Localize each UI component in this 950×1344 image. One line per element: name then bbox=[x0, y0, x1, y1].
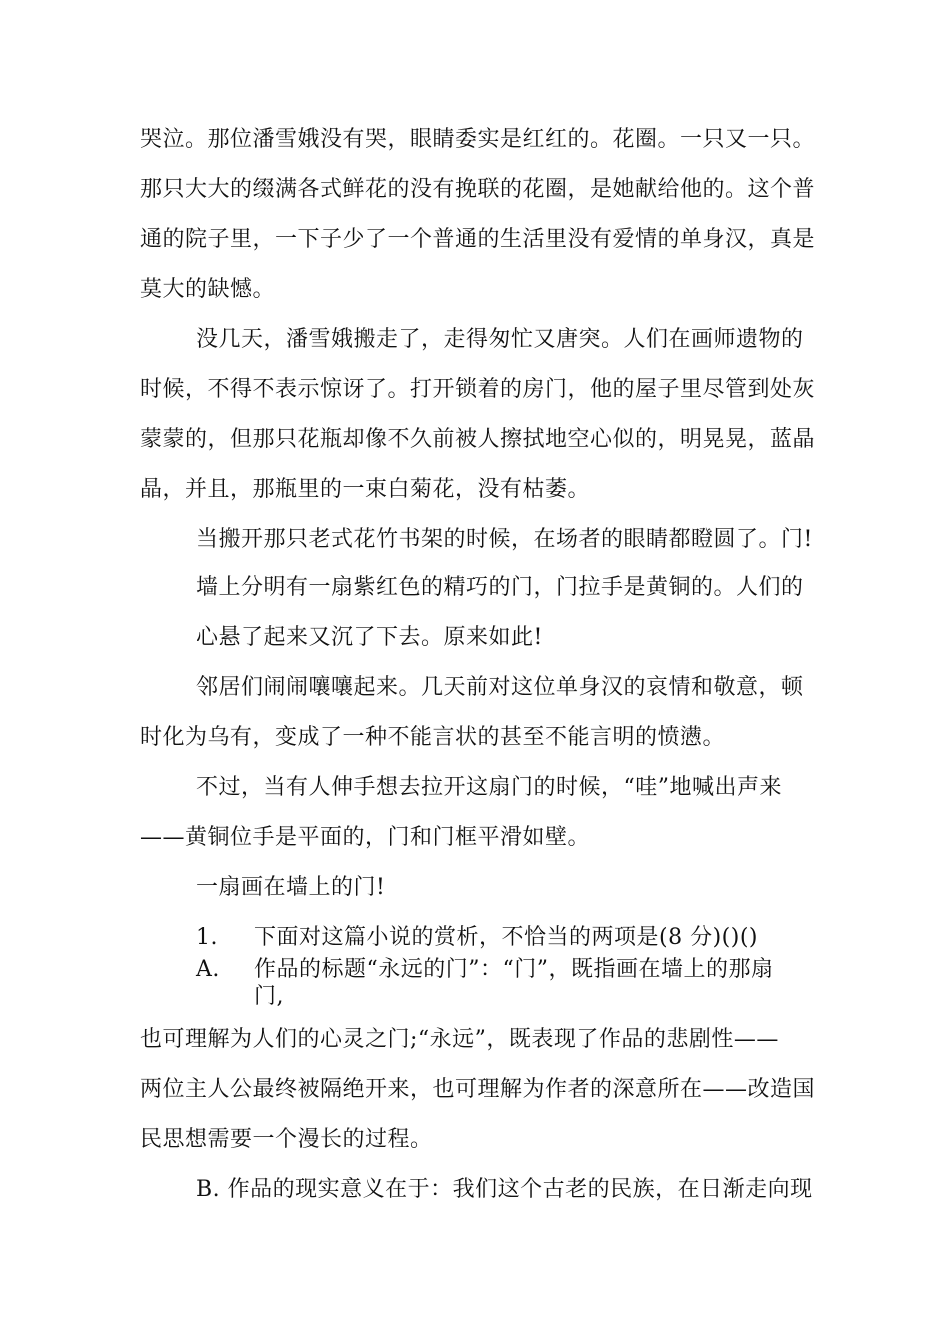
text-line: 墙上分明有一扇紫红色的精巧的门，门拉手是黄铜的。人们的 bbox=[196, 575, 804, 600]
question-line bbox=[196, 923, 758, 953]
text-line: 不过，当有人伸手想去拉开这扇门的时候，“哇”地喊出声来 bbox=[196, 775, 782, 800]
text-line: 时化为乌有，变成了一种不能言状的甚至不能言明的愤懑。 bbox=[140, 725, 726, 750]
option-b-line: B. 作品的现实意义在于：我们这个古老的民族，在日渐走向现 bbox=[196, 1177, 813, 1202]
text-line: 当搬开那只老式花竹书架的时候，在场者的眼睛都瞪圆了。门! bbox=[196, 527, 813, 552]
text-line: 通的院子里，一下子少了一个普通的生活里没有爱情的单身汉，真是 bbox=[140, 227, 816, 252]
text-line: 莫大的缺憾。 bbox=[140, 277, 276, 302]
text-line: 哭泣。那位潘雪娥没有哭，眼睛委实是红红的。花圈。一只又一只。 bbox=[140, 127, 816, 152]
question-text: 下面对这篇小说的赏析，不恰当的两项是(8 分)()() bbox=[254, 925, 758, 950]
option-a-wrap: 门, bbox=[254, 984, 284, 1009]
text-line: 那只大大的缀满各式鲜花的没有挽联的花圈，是她献给他的。这个普 bbox=[140, 177, 816, 202]
text-line: 心悬了起来又沉了下去。原来如此! bbox=[196, 625, 543, 650]
question-number: 1. bbox=[196, 925, 218, 950]
text-line: 也可理解为人们的心灵之门;“永远”，既表现了作品的悲剧性—— bbox=[140, 1027, 779, 1052]
option-a-line bbox=[196, 955, 774, 985]
text-line: 时候，不得不表示惊讶了。打开锁着的房门，他的屋子里尽管到处灰 bbox=[140, 377, 816, 402]
text-line: ——黄铜位手是平面的，门和门框平滑如壁。 bbox=[140, 825, 591, 850]
option-a-label: A. bbox=[196, 957, 220, 982]
option-a-text: 作品的标题“永远的门”：“门”，既指画在墙上的那扇 bbox=[254, 957, 774, 982]
text-line: 晶，并且，那瓶里的一束白菊花，没有枯萎。 bbox=[140, 477, 591, 502]
text-line: 没几天，潘雪娥搬走了，走得匆忙又唐突。人们在画师遗物的 bbox=[196, 327, 804, 352]
text-line: 蒙蒙的，但那只花瓶却像不久前被人擦拭地空心似的，明晃晃，蓝晶 bbox=[140, 427, 816, 452]
text-line: 一扇画在墙上的门! bbox=[196, 875, 386, 900]
text-line: 邻居们闹闹嚷嚷起来。几天前对这位单身汉的哀情和敬意，顿 bbox=[196, 675, 804, 700]
text-line: 两位主人公最终被隔绝开来，也可理解为作者的深意所在——改造国 bbox=[140, 1077, 816, 1102]
text-line: 民思想需要一个漫长的过程。 bbox=[140, 1127, 433, 1152]
